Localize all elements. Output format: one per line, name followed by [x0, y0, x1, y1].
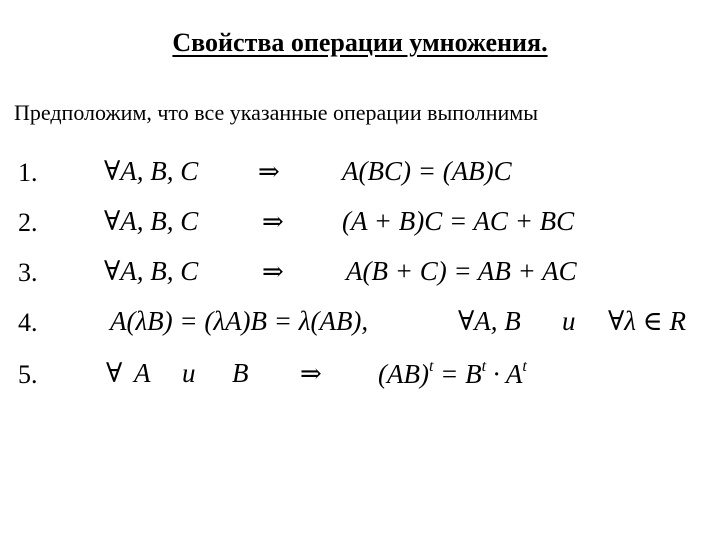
- item-number-2: 2.: [18, 208, 38, 237]
- conjunction-4: и: [562, 306, 576, 336]
- transpose-lhs: (AB): [378, 359, 429, 389]
- formula-3: A(B + C) = AB + AC: [346, 256, 577, 286]
- implies-arrow-1: ⇒: [258, 157, 280, 186]
- quantifier-1: ∀A, B, C: [104, 156, 199, 186]
- item-number-1: 1.: [18, 158, 38, 187]
- transpose-mark-2: t: [481, 358, 487, 375]
- matrix-b-5: B: [232, 358, 249, 388]
- matrix-a-5: A: [134, 358, 151, 388]
- item-number-4: 4.: [18, 308, 38, 337]
- implies-arrow-5: ⇒: [300, 359, 322, 388]
- formula-2: (A + B)C = AC + BC: [342, 206, 575, 236]
- implies-arrow-3: ⇒: [262, 257, 284, 286]
- slide-title: Свойства операции умножения.: [172, 28, 548, 57]
- implies-arrow-2: ⇒: [262, 207, 284, 236]
- item-number-5: 5.: [18, 360, 38, 389]
- quantifier-4: ∀A, B: [458, 306, 521, 336]
- transpose-mark-3: t: [522, 358, 527, 375]
- lambda-quantifier: ∀λ ∈ R: [608, 306, 686, 336]
- item-number-3: 3.: [18, 258, 38, 287]
- transpose-dot: · A: [486, 359, 523, 389]
- formula-1: A(BC) = (AB)C: [342, 156, 512, 186]
- forall-symbol-5: ∀: [106, 358, 123, 388]
- transpose-eq: = B: [433, 359, 482, 389]
- transpose-mark-1: t: [428, 358, 434, 375]
- quantifier-2: ∀A, B, C: [104, 206, 199, 236]
- formula-4: A(λB) = (λA)B = λ(AB),: [110, 306, 369, 336]
- conjunction-5: и: [182, 358, 196, 388]
- formula-5: [378, 358, 527, 390]
- quantifier-3: ∀A, B, C: [104, 256, 199, 286]
- intro-text: Предположим, что все указанные операции выполнимы: [14, 100, 538, 125]
